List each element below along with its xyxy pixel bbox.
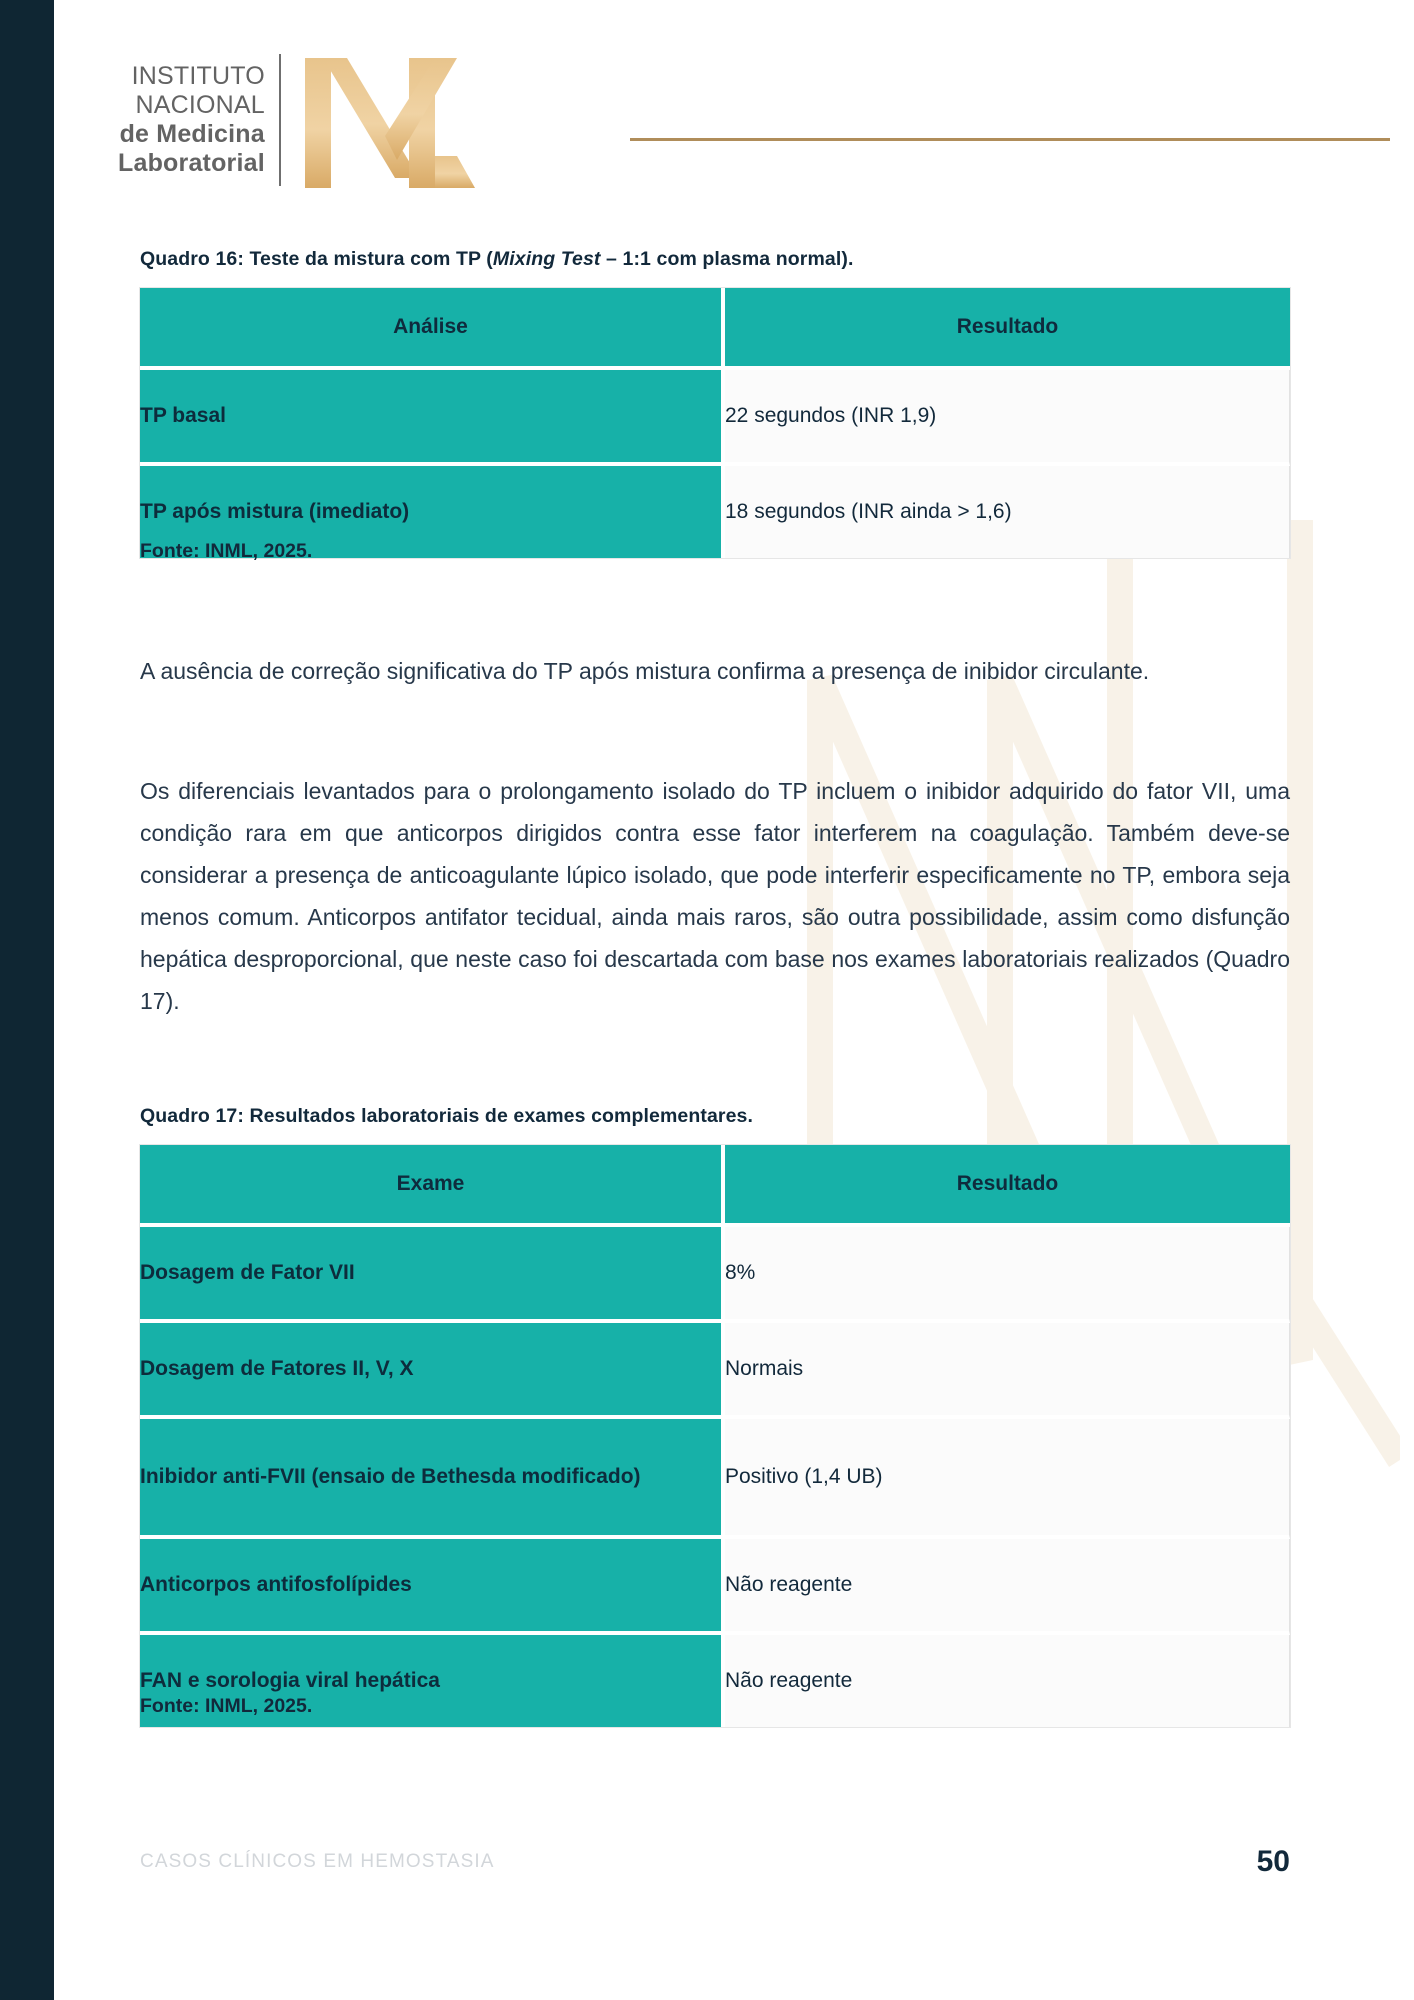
- table-row: [140, 370, 1290, 466]
- page-number: 50: [1256, 1845, 1290, 1878]
- page-header: [118, 50, 1388, 190]
- table-row: [140, 1539, 1290, 1635]
- table-row: [140, 466, 1290, 558]
- quadro17-row4-value: Não reagente: [725, 1635, 1290, 1727]
- quadro17-row4-label: FAN e sorologia viral hepática: [140, 1635, 725, 1727]
- paragraph-1: A ausência de correção significativa do TP após mistura confirma a presença de inibidor circulante.: [140, 658, 1150, 684]
- quadro16-table: [140, 288, 1290, 558]
- quadro17-row1-label: Dosagem de Fatores II, V, X: [140, 1323, 725, 1419]
- quadro16-caption: [140, 248, 1290, 271]
- quadro16-header-resultado: Resultado: [725, 288, 1290, 370]
- paragraph-2: Os diferenciais levantados para o prolongamento isolado do TP incluem o inibidor adquirido do fator VII, uma condição rara em que anticorpos dirigidos contra esse fator interferem na coagulação. Também deve-se considerar a presença de anticoagulante lúpico isolado, que pode interferir especificamente no TP, embora seja menos comum. Anticorpos antifator tecidual, ainda mais raros, são outra possibilidade, assim como disfunção hepática desproporcional, que neste caso foi descartada com base nos exames laboratoriais realizados (Quadro 17).: [140, 778, 1290, 1014]
- quadro17-row2-label: Inibidor anti-FVII (ensaio de Bethesda modificado): [140, 1419, 725, 1539]
- table-row: [140, 1323, 1290, 1419]
- quadro16-caption-italic: Mixing Test: [492, 248, 601, 270]
- quadro17-row3-value: Não reagente: [725, 1539, 1290, 1635]
- quadro16-source: Fonte: INML, 2025.: [140, 540, 313, 562]
- quadro16-caption-prefix: Quadro 16: Teste da mistura com TP (: [140, 248, 493, 270]
- quadro17-header-exame: Exame: [140, 1145, 725, 1227]
- quadro16-row1-label: TP após mistura (imediato): [140, 466, 725, 558]
- logo-divider: [279, 54, 281, 186]
- table-header-row: [140, 1145, 1290, 1227]
- quadro16-row1-value: 18 segundos (INR ainda > 1,6): [725, 466, 1290, 558]
- page-footer: [140, 1845, 1290, 1879]
- quadro16-header-analise: Análise: [140, 288, 725, 370]
- header-rule: [630, 138, 1390, 141]
- quadro16-row0-value: 22 segundos (INR 1,9): [725, 370, 1290, 466]
- quadro16-row0-label: TP basal: [140, 370, 725, 466]
- quadro17-row0-label: Dosagem de Fator VII: [140, 1227, 725, 1323]
- quadro16-caption-suffix: – 1:1 com plasma normal).: [600, 248, 854, 270]
- quadro17-source: Fonte: INML, 2025.: [140, 1695, 313, 1717]
- table-row: [140, 1419, 1290, 1539]
- table-row: [140, 1635, 1290, 1727]
- quadro17-header-resultado: Resultado: [725, 1145, 1290, 1227]
- footer-running-title: CASOS CLÍNICOS EM HEMOSTASIA: [140, 1851, 495, 1872]
- logo-wordmark: [118, 62, 279, 178]
- quadro17-caption: Quadro 17: Resultados laboratoriais de exames complementares.: [140, 1105, 753, 1127]
- inml-logo: [118, 50, 477, 190]
- quadro17-row3-label: Anticorpos antifosfolípides: [140, 1539, 725, 1635]
- table-row: [140, 1227, 1290, 1323]
- logo-line-1: INSTITUTO: [131, 62, 265, 90]
- quadro17-row0-value: 8%: [725, 1227, 1290, 1323]
- page-edge-bar: [0, 0, 54, 2000]
- quadro17-row1-value: Normais: [725, 1323, 1290, 1419]
- quadro17-table: [140, 1145, 1290, 1727]
- logo-line-3: de Medicina: [119, 120, 265, 148]
- logo-line-2: NACIONAL: [135, 91, 265, 119]
- nml-monogram-icon: [297, 52, 477, 188]
- table-header-row: [140, 288, 1290, 370]
- quadro17-row2-value: Positivo (1,4 UB): [725, 1419, 1290, 1539]
- logo-line-4: Laboratorial: [118, 149, 265, 177]
